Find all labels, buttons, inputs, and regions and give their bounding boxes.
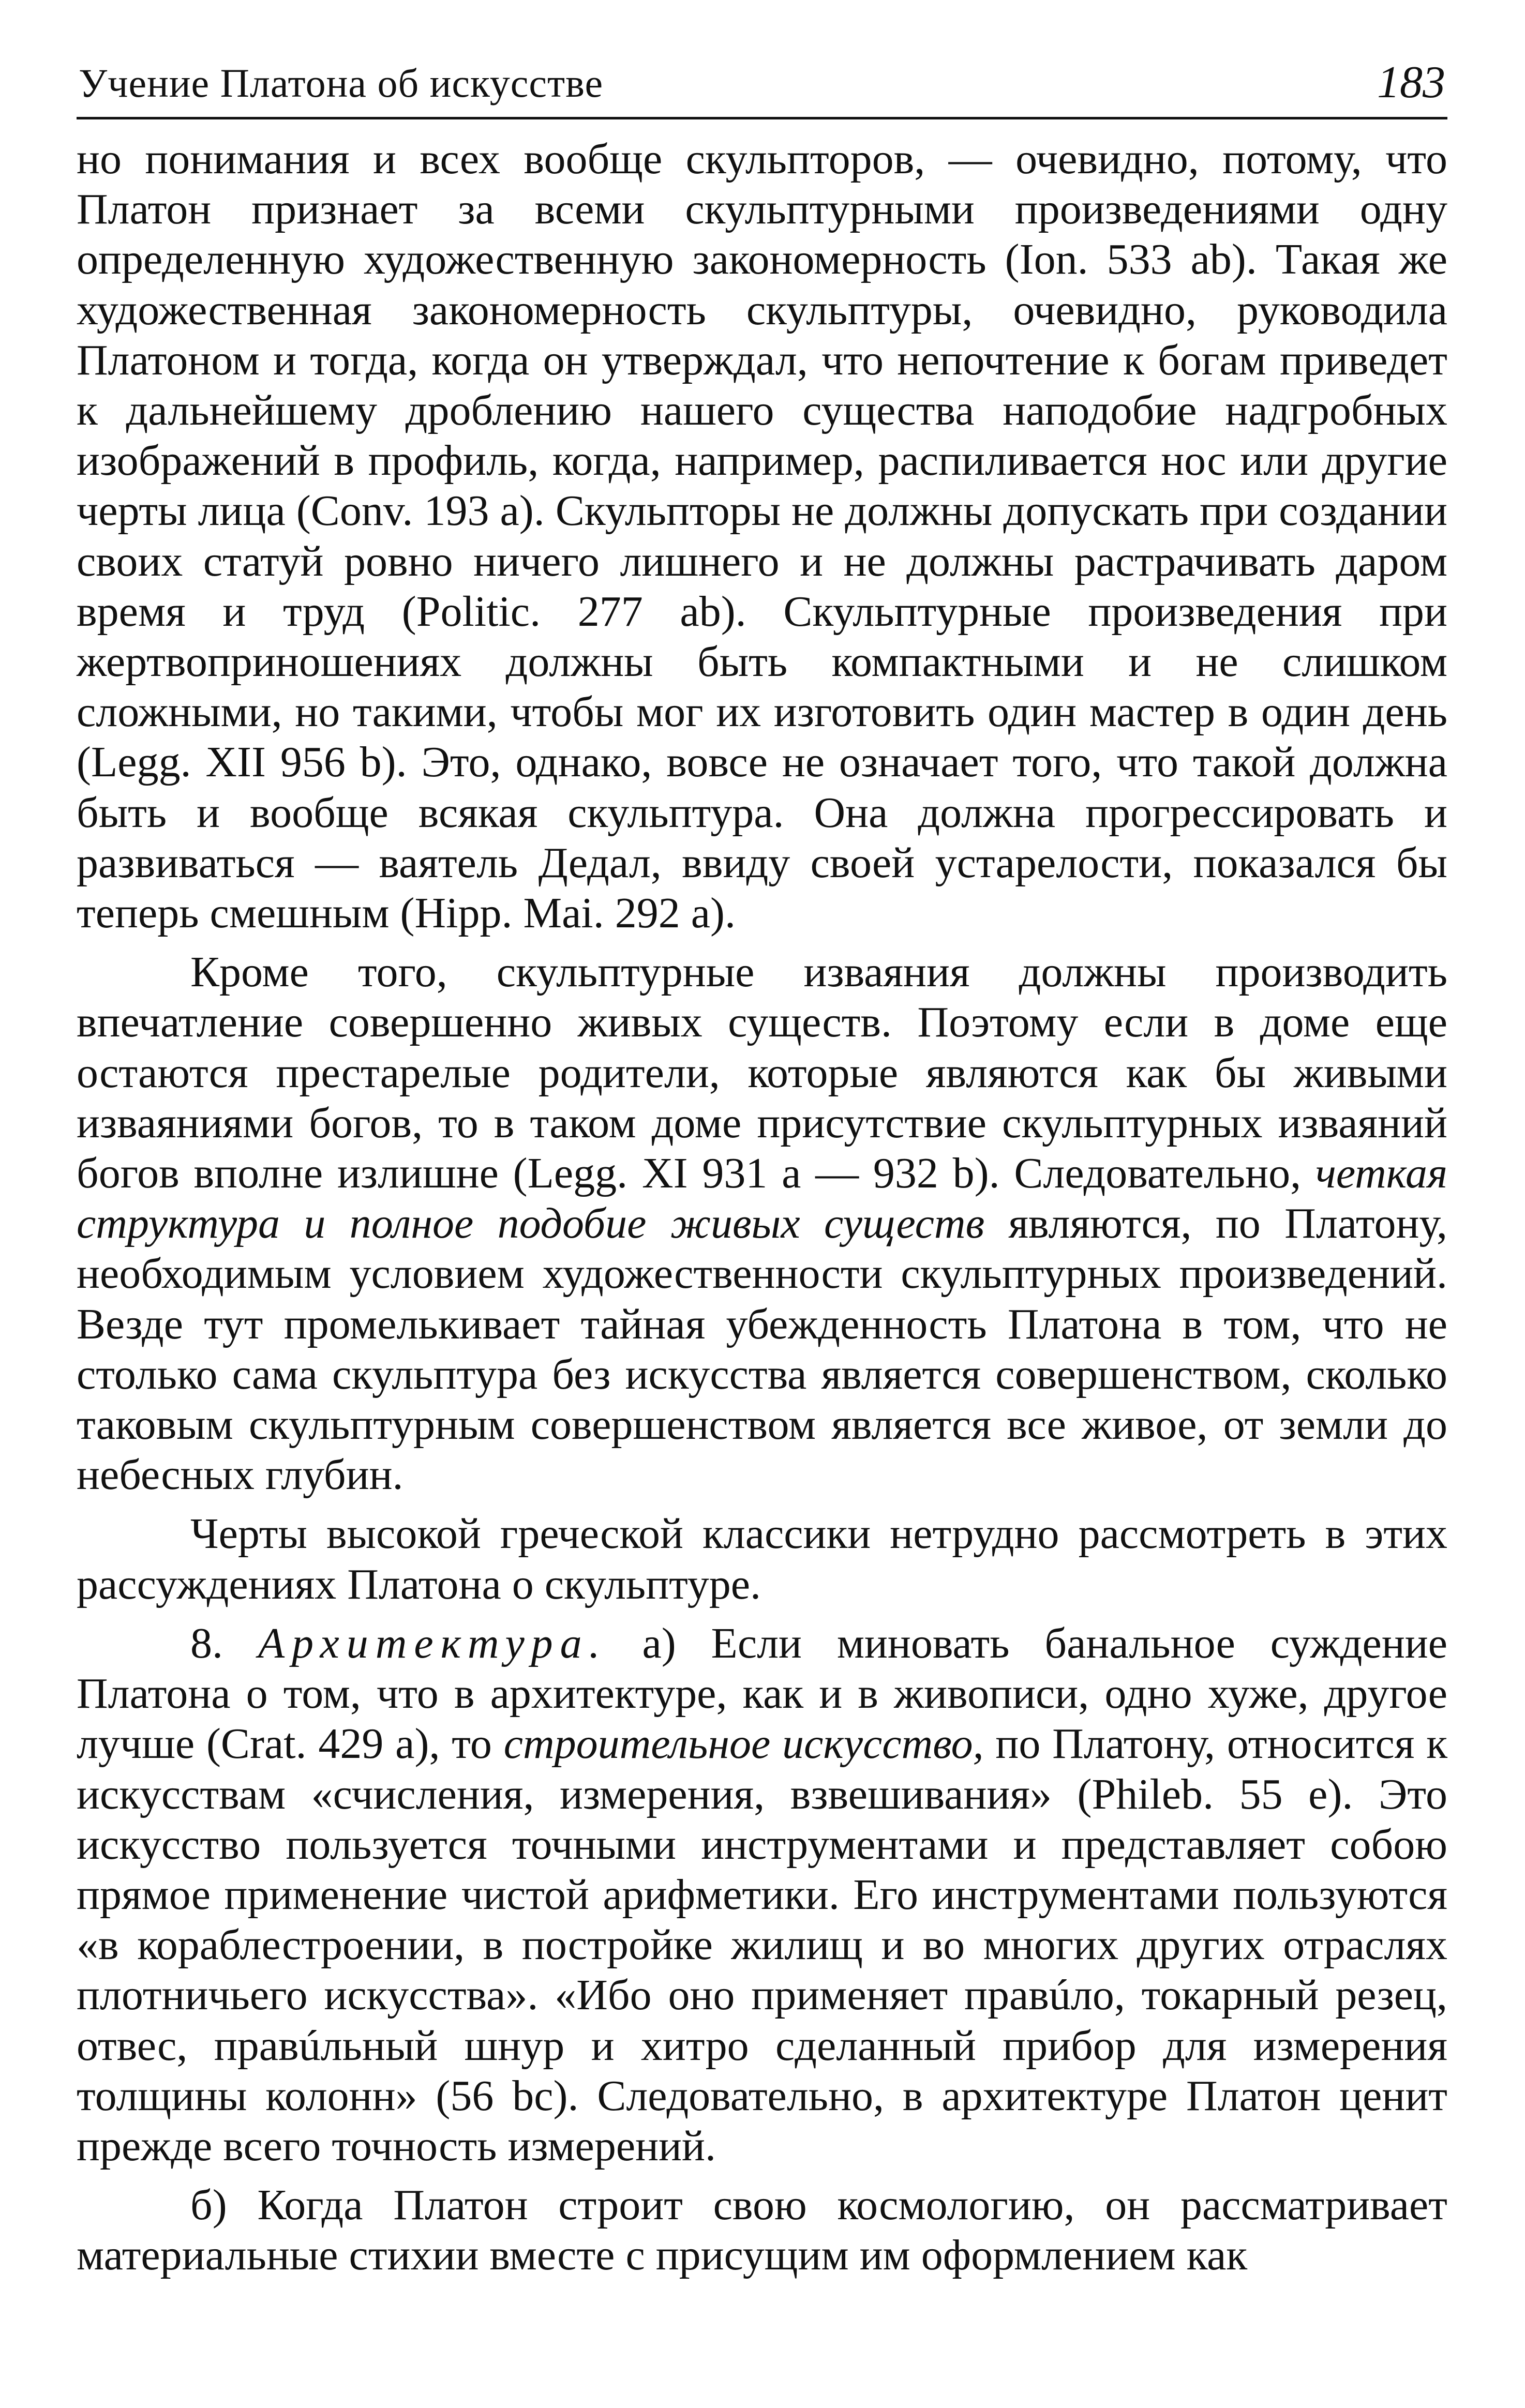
paragraph-sculpture-continuation: но понимания и всех вообще скульпторов, — очевидно, потому, что Платон признает за всеми скульптурными произведениями одну определенную художественную закономерность (Ion. 533 ab). Такая же художественная закономерность скульптуры, очевидно, руководила Платоном и тогда, когда он утверждал, что непочтение к богам приведет к дальнейшему дроблению нашего существа наподобие надгробных изображений в профиль, когда, например, распиливается нос или другие черты лица (Conv. 193 a). Скульпторы не должны допускать при создании своих статуй ровно ничего лишнего и не должны растрачивать даром время и труд (Politic. 277 ab). Скульптурные произведения при жертвоприношениях должны быть компактными и не слишком сложными, но такими, чтобы мог их изготовить один мастер в один день (Legg. XII 956 b). Это, однако, вовсе не означает того, что такой должна быть и вообще всякая скульптура. Она должна прогрессировать и развиваться — ваятель Дедал, ввиду своей устарелости, показался бы теперь смешным (Hipp. Mai. 292 a).: [77, 135, 1447, 938]
paragraph-text: а) Если миновать банальное суждение Платона о том, что в архитектуре, как и в живописи, одно хуже, другое лучше (Crat. 429 a), то: [77, 1619, 1448, 1768]
paragraph-cosmology: б) Когда Платон строит свою космологию, он рассматривает материальные стихии вместе с присущим им оформлением как: [77, 2181, 1447, 2280]
paragraph-text: являются, по Платону, необходимым условием художественности скульптурных произведений. Везде тут промелькивает тайная убежденность Платона в том, что не столько сама скульптура без искусства является совершенством, сколько таковым скульптурным совершенством является все живое, от земли до небесных глубин.: [77, 1199, 1447, 1499]
body-text: [77, 134, 1447, 2281]
page-number: 183: [1377, 57, 1445, 108]
section-number: 8.: [190, 1619, 223, 1667]
paragraph-text: по Платону, относится к искусствам «счисления, измерения, взвешивания» (Phileb. 55 e). Это искусство пользуется точными инструментами и представляет собою прямое применение чистой арифметики. Его инструментами пользуются «в кораблестроении, в постройке жилищ и во многих других отраслях плотничьего искусства». «Ибо оно применяет правúло, токарный резец, отвес, правúльный шнур и хитро сделанный прибор для измерения толщины колонн» (56 bc). Следовательно, в архитектуре Платон ценит прежде всего точность измерений.: [77, 1720, 1448, 2170]
paragraph-greek-classics: Черты высокой греческой классики нетрудно рассмотреть в этих рассуждениях Платона о скульптуре.: [77, 1510, 1447, 1608]
paragraph-living-beings: [77, 947, 1447, 1500]
section-heading: Архитектура.: [258, 1619, 607, 1667]
running-header-title: Учение Платона об искусстве: [79, 61, 604, 106]
paragraph-text: Кроме того, скульптурные изваяния должны производить впечатление совершенно живых существ. Поэтому если в доме еще остаются престарелые родители, которые являются как бы живыми изваяниями богов, то в таком доме присутствие скульптурных изваяний богов вполне излишне (Legg. XI 931 a — 932 b). Следовательно,: [77, 948, 1447, 1198]
running-header: [77, 57, 1447, 119]
emphasized-phrase: строительное искусство,: [503, 1720, 984, 1768]
paragraph-architecture: [77, 1618, 1447, 2171]
emphasized-phrase: четкая структура и полное подобие живых существ: [77, 1149, 1448, 1248]
book-page: [77, 57, 1448, 2357]
